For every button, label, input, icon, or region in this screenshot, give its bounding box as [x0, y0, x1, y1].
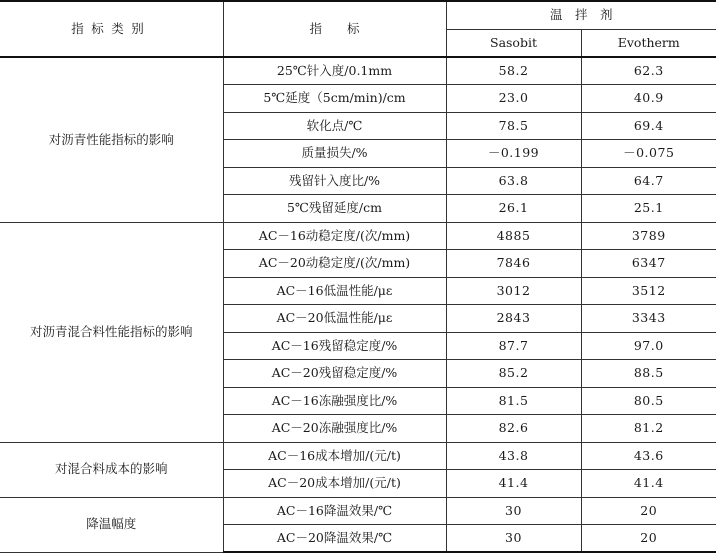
table-row: [0, 497, 716, 525]
indicator-cell: AC－20低温性能/με: [223, 305, 446, 333]
evotherm-value-cell: 80.5: [581, 387, 716, 415]
evotherm-value-cell: －0.075: [581, 140, 716, 168]
evotherm-value-cell: 40.9: [581, 85, 716, 113]
sasobit-value-cell: 7846: [446, 250, 581, 278]
indicator-cell: AC－16冻融强度比/%: [223, 387, 446, 415]
evotherm-value-cell: 62.3: [581, 57, 716, 85]
table-row: [0, 442, 716, 470]
indicator-cell: AC－16动稳定度/(次/mm): [223, 222, 446, 250]
sasobit-value-cell: 4885: [446, 222, 581, 250]
indicator-cell: AC－20降温效果/℃: [223, 525, 446, 553]
sasobit-value-cell: 26.1: [446, 195, 581, 223]
category-cell: 对沥青性能指标的影响: [0, 57, 223, 222]
category-cell: 对沥青混合料性能指标的影响: [0, 222, 223, 442]
sasobit-value-cell: 58.2: [446, 57, 581, 85]
indicator-cell: AC－16低温性能/με: [223, 277, 446, 305]
indicator-cell: AC－20残留稳定度/%: [223, 360, 446, 388]
evotherm-value-cell: 64.7: [581, 167, 716, 195]
category-cell: 降温幅度: [0, 497, 223, 552]
evotherm-value-cell: 43.6: [581, 442, 716, 470]
evotherm-value-cell: 88.5: [581, 360, 716, 388]
evotherm-value-cell: 20: [581, 525, 716, 553]
indicator-cell: 残留针入度比/%: [223, 167, 446, 195]
header-additive: 温 拌 剂: [446, 1, 716, 29]
sasobit-value-cell: 87.7: [446, 332, 581, 360]
sasobit-value-cell: 63.8: [446, 167, 581, 195]
evotherm-value-cell: 20: [581, 497, 716, 525]
sasobit-value-cell: 85.2: [446, 360, 581, 388]
indicator-cell: AC－20成本增加/(元/t): [223, 470, 446, 498]
header-evotherm: Evotherm: [581, 29, 716, 57]
evotherm-value-cell: 3512: [581, 277, 716, 305]
sasobit-value-cell: 30: [446, 497, 581, 525]
table-body: [0, 57, 716, 552]
sasobit-value-cell: 3012: [446, 277, 581, 305]
table-row: [0, 57, 716, 85]
evotherm-value-cell: 97.0: [581, 332, 716, 360]
sasobit-value-cell: 30: [446, 525, 581, 553]
evotherm-value-cell: 69.4: [581, 112, 716, 140]
sasobit-value-cell: 43.8: [446, 442, 581, 470]
indicator-cell: AC－16降温效果/℃: [223, 497, 446, 525]
header-sasobit: Sasobit: [446, 29, 581, 57]
table-row: [0, 222, 716, 250]
evotherm-value-cell: 3789: [581, 222, 716, 250]
sasobit-value-cell: 78.5: [446, 112, 581, 140]
sasobit-value-cell: －0.199: [446, 140, 581, 168]
sasobit-value-cell: 81.5: [446, 387, 581, 415]
header-category: 指标类别: [0, 1, 223, 57]
evotherm-value-cell: 25.1: [581, 195, 716, 223]
indicator-cell: 软化点/℃: [223, 112, 446, 140]
indicator-cell: 5℃残留延度/cm: [223, 195, 446, 223]
sasobit-value-cell: 41.4: [446, 470, 581, 498]
indicator-cell: 25℃针入度/0.1mm: [223, 57, 446, 85]
evotherm-value-cell: 6347: [581, 250, 716, 278]
header-indicator: 指 标: [223, 1, 446, 57]
indicator-cell: 5℃延度（5cm/min)/cm: [223, 85, 446, 113]
indicator-cell: AC－16残留稳定度/%: [223, 332, 446, 360]
indicator-cell: 质量损失/%: [223, 140, 446, 168]
indicator-cell: AC－20冻融强度比/%: [223, 415, 446, 443]
category-cell: 对混合料成本的影响: [0, 442, 223, 497]
sasobit-value-cell: 82.6: [446, 415, 581, 443]
evotherm-value-cell: 3343: [581, 305, 716, 333]
evotherm-value-cell: 41.4: [581, 470, 716, 498]
evotherm-value-cell: 81.2: [581, 415, 716, 443]
indicator-cell: AC－16成本增加/(元/t): [223, 442, 446, 470]
sasobit-value-cell: 23.0: [446, 85, 581, 113]
indicator-cell: AC－20动稳定度/(次/mm): [223, 250, 446, 278]
sasobit-value-cell: 2843: [446, 305, 581, 333]
